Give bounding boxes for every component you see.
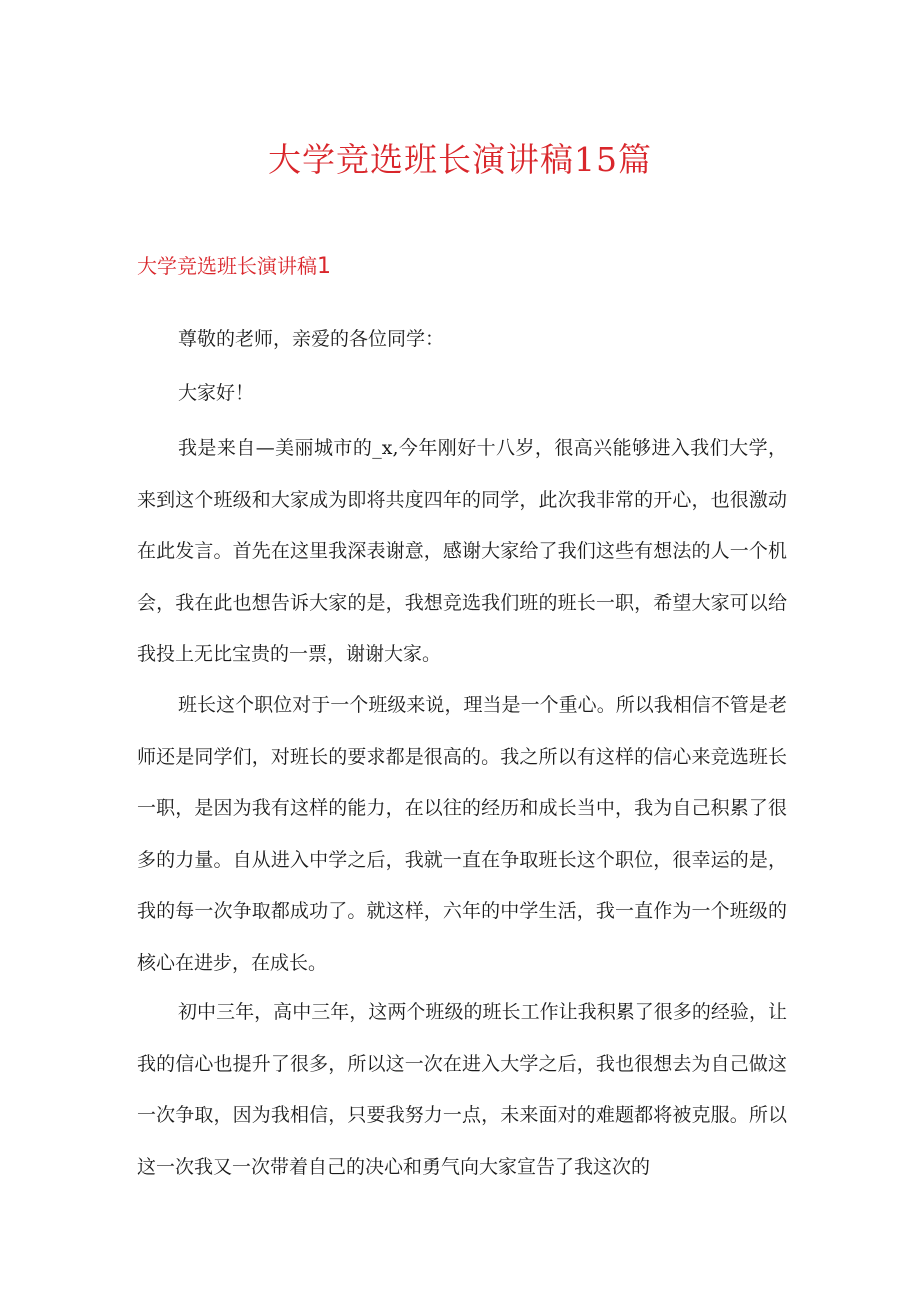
section-number: 1 bbox=[317, 254, 331, 279]
greeting: 大家好！ bbox=[178, 382, 255, 404]
paragraph: 我是来自—美丽城市的_x,今年刚好十八岁，很高兴能够进入我们大学，来到这个班级和大家成为即将共度四年的同学，此次我非常的开心，也很激动在此发言。首先在这里我深表谢意，感谢大家给了我们这些有想法的人一个机会，我在此也想告诉大家的是，我想竞选我们班的班长一职，希望大家可以给我投上无比宝贵的一票，谢谢大家。 bbox=[137, 437, 787, 665]
paragraph: 班长这个职位对于一个班级来说，理当是一个重心。所以我相信不管是老师还是同学们，对班长的要求都是很高的。我之所以有这样的信心来竞选班长一职，是因为我有这样的能力，在以往的经历和成长当中，我为自己积累了很多的力量。自从进入中学之后，我就一直在争取班长这个职位，很幸运的是，我的每一次争取都成功了。就这样，六年的中学生活，我一直作为一个班级的核心在进步，在成长。 bbox=[137, 694, 787, 974]
salutation: 尊敬的老师，亲爱的各位同学： bbox=[178, 328, 445, 350]
section-heading bbox=[137, 252, 331, 281]
paragraph: 初中三年，高中三年，这两个班级的班长工作让我积累了很多的经验，让我的信心也提升了很多，所以这一次在进入大学之后，我也很想去为自己做这一次争取，因为我相信，只要我努力一点，未来面对的难题都将被克服。所以这一次我又一次带着自己的决心和勇气向大家宣告了我这次的 bbox=[137, 1001, 787, 1178]
section-heading-text: 大学竞选班长演讲稿 bbox=[137, 254, 317, 278]
document-title: 大学竞选班长演讲稿15篇 bbox=[268, 140, 652, 179]
